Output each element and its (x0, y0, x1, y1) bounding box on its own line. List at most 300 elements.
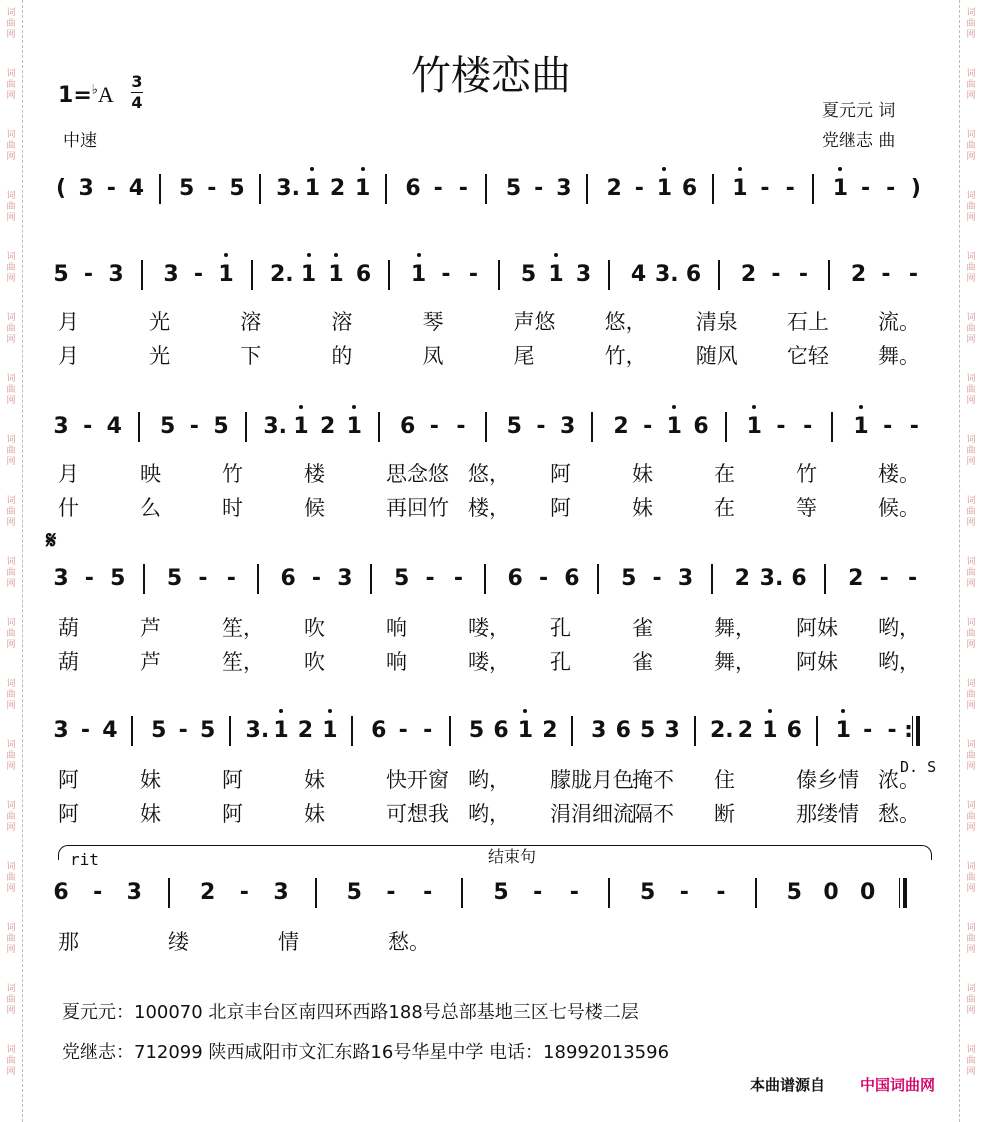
note: 1 (653, 176, 675, 201)
lyric-syllable: 缕 (168, 930, 189, 954)
note: 1 (850, 414, 872, 439)
note: 2 (297, 718, 314, 743)
note: ) (910, 176, 921, 201)
note: 3 (53, 718, 69, 743)
lyric-syllable: 楼 (304, 462, 325, 486)
watermark-text: 词 曲 网 (966, 740, 976, 772)
watermark-text: 词 曲 网 (966, 496, 976, 528)
note: - (458, 176, 468, 201)
note: 1 (352, 176, 374, 201)
barline (831, 412, 833, 442)
lyric-syllable: 阿 (550, 496, 571, 520)
lyric-syllable: 凤 (422, 344, 444, 368)
note: - (83, 414, 93, 439)
lyric-line (50, 926, 930, 952)
lyric-syllable: 候。 (878, 496, 920, 520)
watermark-text: 词 曲 网 (966, 191, 976, 223)
note: 6 (791, 566, 807, 591)
note: 1 (408, 262, 430, 287)
watermark-text: 词 曲 网 (966, 984, 976, 1016)
lyric-syllable: 妹 (304, 768, 325, 792)
lyric-syllable: 葫 (58, 616, 79, 640)
note: 2 (200, 880, 216, 905)
lyric-syllable: 那缕情 (796, 802, 859, 826)
note: - (429, 414, 439, 439)
note: - (468, 262, 479, 287)
note: - (771, 262, 781, 287)
lyric-syllable: 在 (714, 496, 735, 520)
lyric-syllable: 浓。 (878, 768, 920, 792)
note: 2 (329, 176, 346, 201)
note: 1 (290, 414, 312, 439)
lyric-syllable: 溶 (240, 310, 262, 334)
note: 5 (621, 566, 637, 591)
note: 1 (729, 176, 751, 201)
lyric-syllable: 雀 (632, 616, 653, 640)
barline (159, 174, 161, 204)
note: - (453, 566, 463, 591)
note: - (189, 414, 199, 439)
note: 3 (560, 414, 576, 439)
barline (449, 716, 451, 746)
note: 3 (337, 566, 353, 591)
watermark-text: 词 曲 网 (6, 313, 16, 345)
note: - (679, 880, 689, 905)
lyric-syllable: 孔 (550, 616, 571, 640)
note: 6 (507, 566, 523, 591)
note: - (93, 880, 103, 905)
note: - (533, 880, 543, 905)
lyric-syllable: 楼。 (878, 462, 920, 486)
note: 1 (759, 718, 781, 743)
lyric-line (50, 798, 930, 824)
barline (718, 260, 720, 290)
watermark-text: 词 曲 网 (966, 618, 976, 650)
lyric-syllable: 隔不 (632, 802, 674, 826)
lyric-syllable: 那 (58, 930, 79, 954)
note: - (178, 718, 188, 743)
note: 5 (393, 566, 410, 591)
barline (608, 878, 610, 908)
note: - (83, 262, 94, 287)
note: 1 (343, 414, 365, 439)
note: - (198, 566, 208, 591)
note: 2 (737, 718, 754, 743)
lyricist-address: 夏元元：100070 北京丰台区南四环西路188号总部基地三区七号楼二层 (62, 1002, 639, 1023)
lyric-syllable: 妹 (140, 802, 161, 826)
note: 0 (823, 880, 839, 905)
watermark-text: 词 曲 网 (966, 1045, 976, 1077)
watermark-text: 词 曲 网 (966, 862, 976, 894)
note: - (886, 176, 896, 201)
note: 5 (166, 566, 183, 591)
note: 1 (514, 718, 536, 743)
watermark-text: 词 曲 网 (966, 252, 976, 284)
note: - (207, 176, 217, 201)
lyric-syllable: 哟， (878, 650, 920, 674)
watermark-text: 词 曲 网 (6, 862, 16, 894)
barline (597, 564, 599, 594)
ds-marking: D. S (900, 758, 937, 776)
lyric-syllable: 等 (796, 496, 817, 520)
note: 1 (319, 718, 341, 743)
note: 6 (615, 718, 631, 743)
lyric-syllable: 住 (714, 768, 735, 792)
notation-line (50, 262, 940, 302)
barline (712, 174, 714, 204)
lyric-syllable: 么 (140, 496, 161, 520)
note: - (398, 718, 408, 743)
lyric-syllable: 孔 (550, 650, 571, 674)
lyric-syllable: 情 (278, 930, 299, 954)
lyric-syllable: 声悠 (513, 310, 556, 334)
note: - (908, 566, 918, 591)
barline (315, 878, 317, 908)
lyric-syllable: 候 (304, 496, 325, 520)
note: 1 (301, 176, 323, 201)
note: 5 (640, 880, 656, 905)
note: - (776, 414, 786, 439)
note: 4 (128, 176, 145, 201)
note: 3 (591, 718, 607, 743)
ending-label: 结束句 (488, 847, 537, 866)
barline (257, 564, 259, 594)
lyric-line (50, 612, 930, 638)
lyric-syllable: 朦胧月色 (550, 768, 634, 792)
barline (591, 412, 593, 442)
lyric-syllable: 阿 (222, 768, 243, 792)
lyric-syllable: 石上 (786, 310, 829, 334)
ritardando-marking: rit (70, 850, 99, 869)
lyric-syllable: 妹 (632, 462, 653, 486)
note: 3 (126, 880, 142, 905)
lyric-syllable: 悠， (604, 310, 647, 334)
note: - (909, 414, 919, 439)
lyric-syllable: 映 (140, 462, 161, 486)
note: 6 (355, 262, 372, 287)
lyric-syllable: 光 (149, 344, 171, 368)
note: 3 (575, 262, 592, 287)
lyric-syllable: 舞。 (878, 344, 920, 368)
lyric-syllable: 傣乡情 (796, 768, 859, 792)
note: - (536, 414, 546, 439)
note: 1 (215, 262, 237, 287)
watermark-text: 词 曲 网 (6, 1045, 16, 1077)
note: - (193, 262, 204, 287)
note: - (311, 566, 322, 591)
lyric-syllable: 竹， (604, 344, 647, 368)
barline (755, 878, 757, 908)
note: - (534, 176, 544, 201)
barline (388, 260, 390, 290)
lyric-syllable: 在 (714, 462, 735, 486)
lyric-syllable: 悠， (468, 462, 510, 486)
barline (725, 412, 727, 442)
note: 5 (200, 718, 216, 743)
lyric-syllable: 葫 (58, 650, 79, 674)
note: 6 (400, 414, 416, 439)
lyric-syllable: 哟， (878, 616, 920, 640)
note: - (239, 880, 249, 905)
note: 1 (663, 414, 685, 439)
note: 4 (102, 718, 118, 743)
note: 5 (493, 880, 509, 905)
watermark-text: 词 曲 网 (6, 191, 16, 223)
watermark-text: 词 曲 网 (966, 679, 976, 711)
note: 6 (786, 718, 802, 743)
lyric-syllable: 什 (58, 496, 79, 520)
note: 5 (520, 262, 537, 287)
barline (351, 716, 353, 746)
note: 1 (829, 176, 851, 201)
note: 3. (263, 414, 287, 439)
note: 5 (505, 176, 522, 201)
note: 3 (556, 176, 572, 201)
watermark-text: 词 曲 网 (966, 8, 976, 40)
note: 3 (163, 262, 179, 287)
lyric-line (50, 492, 930, 518)
lyric-syllable: 楼， (468, 496, 510, 520)
lyric-syllable: 愁。 (878, 802, 920, 826)
note: - (433, 176, 443, 201)
note: 2 (320, 414, 336, 439)
barline (485, 412, 487, 442)
note: 6 (685, 262, 702, 287)
barline (245, 412, 247, 442)
lyric-syllable: 吹 (304, 650, 325, 674)
note: - (423, 880, 433, 905)
barline (259, 174, 261, 204)
barline (484, 564, 486, 594)
lyric-syllable: 阿 (58, 768, 79, 792)
barline (608, 260, 610, 290)
note: - (785, 176, 795, 201)
note: - (716, 880, 726, 905)
note: 4 (106, 414, 122, 439)
note: 1 (832, 718, 854, 743)
note: 5 (151, 718, 167, 743)
note: 3. (759, 566, 784, 591)
watermark-text: 词 曲 网 (6, 740, 16, 772)
lyric-syllable: 掩不 (632, 768, 674, 792)
lyric-line (50, 646, 930, 672)
note: 5 (229, 176, 245, 201)
lyricist-credit: 夏元元 词 (822, 101, 896, 121)
lyric-line (50, 458, 930, 484)
lyric-line (50, 764, 930, 790)
lyric-syllable: 愁。 (388, 930, 430, 954)
note: 2 (542, 718, 558, 743)
note: 1 (545, 262, 567, 287)
lyric-syllable: 琴 (422, 310, 444, 334)
notation-line (50, 718, 940, 758)
barline (141, 260, 143, 290)
note: 2 (850, 262, 867, 287)
watermark-text: 词 曲 网 (6, 435, 16, 467)
note: 1 (270, 718, 292, 743)
song-title: 竹楼恋曲 (411, 53, 571, 99)
lyric-syllable: 阿 (550, 462, 571, 486)
watermark-text: 词 曲 网 (966, 69, 976, 101)
note: 3 (53, 414, 69, 439)
note: 6 (681, 176, 698, 201)
watermark-text: 词 曲 网 (6, 679, 16, 711)
note: - (908, 262, 919, 287)
note: 2 (606, 176, 622, 201)
lyric-syllable: 下 (240, 344, 262, 368)
note: 3 (108, 262, 124, 287)
note: 3. (655, 262, 679, 287)
segno-sign: 𝄋 (46, 526, 57, 554)
note: 1 (298, 262, 320, 287)
note: - (879, 566, 889, 591)
lyric-line (50, 340, 930, 366)
note: - (798, 262, 809, 287)
barline (812, 174, 814, 204)
watermark-text: 词 曲 网 (6, 374, 16, 406)
watermark-text: 词 曲 网 (6, 618, 16, 650)
note: 6 (371, 718, 387, 743)
lyric-syllable: 清泉 (695, 310, 738, 334)
barline (370, 564, 372, 594)
note: 3. (276, 176, 300, 201)
watermark-text: 词 曲 网 (6, 801, 16, 833)
note: - (425, 566, 435, 591)
note: 6 (53, 880, 69, 905)
note: 5 (179, 176, 195, 201)
lyric-syllable: 月 (58, 462, 79, 486)
source-site-link[interactable]: 中国词曲网 (860, 1076, 936, 1094)
note: 6 (564, 566, 580, 591)
note: 5 (346, 880, 362, 905)
notation-line (50, 566, 940, 606)
barline (694, 716, 696, 746)
final-barline (899, 878, 900, 908)
note: 6 (405, 176, 421, 201)
note: - (423, 718, 433, 743)
lyric-syllable: 响 (386, 650, 407, 674)
lyric-syllable: 舞， (714, 616, 756, 640)
notation-line (50, 176, 940, 216)
note: - (883, 414, 893, 439)
lyric-syllable: 竹 (222, 462, 243, 486)
lyric-syllable: 妹 (304, 802, 325, 826)
note: - (386, 880, 396, 905)
barline (461, 878, 463, 908)
lyric-syllable: 光 (149, 310, 171, 334)
note: - (643, 414, 653, 439)
barline (816, 716, 818, 746)
watermark-text: 词 曲 网 (966, 557, 976, 589)
lyric-syllable: 妹 (632, 496, 653, 520)
barline (131, 716, 133, 746)
watermark-text: 词 曲 网 (6, 252, 16, 284)
watermark-text: 词 曲 网 (966, 435, 976, 467)
barline (138, 412, 140, 442)
notation-line (50, 414, 940, 454)
lyric-syllable: 时 (222, 496, 243, 520)
lyric-syllable: 笙， (222, 650, 264, 674)
note: 1 (743, 414, 765, 439)
lyric-syllable: 溶 (331, 310, 353, 334)
note: 3. (245, 718, 270, 743)
lyric-line (50, 306, 930, 332)
note: 1 (325, 262, 347, 287)
note: - (226, 566, 236, 591)
lyric-syllable: 喽， (468, 650, 510, 674)
note: 5 (786, 880, 802, 905)
note: 3 (53, 566, 69, 591)
note: 3 (664, 718, 680, 743)
watermark-text: 词 曲 网 (966, 313, 976, 345)
lyric-syllable: 再回竹 (386, 496, 449, 520)
tempo-marking: 中速 (63, 131, 97, 151)
barline (828, 260, 830, 290)
note: 2 (734, 566, 750, 591)
notation-line (50, 880, 940, 920)
watermark-text: 词 曲 网 (966, 801, 976, 833)
lyric-syllable: 月 (58, 310, 79, 334)
lyric-syllable: 的 (331, 344, 353, 368)
note: 5 (213, 414, 229, 439)
barline (711, 564, 713, 594)
note: 5 (110, 566, 126, 591)
note: 5 (506, 414, 522, 439)
barline (385, 174, 387, 204)
lyric-syllable: 思念悠 (386, 462, 449, 486)
note: - (80, 718, 90, 743)
note: 5 (53, 262, 69, 287)
watermark-text: 词 曲 网 (966, 374, 976, 406)
lyric-syllable: 芦 (140, 616, 161, 640)
lyric-syllable: 妹 (140, 768, 161, 792)
note: 5 (468, 718, 485, 743)
note: - (106, 176, 116, 201)
note: - (863, 718, 873, 743)
note: 2 (740, 262, 757, 287)
repeat-dots: : (904, 718, 913, 743)
note: 6 (693, 414, 709, 439)
note: - (860, 176, 871, 201)
note: 4 (630, 262, 647, 287)
time-signature: 3 4 (131, 72, 143, 112)
lyric-syllable: 它轻 (786, 344, 829, 368)
note: - (760, 176, 770, 201)
lyric-syllable: 月 (58, 344, 79, 368)
lyric-syllable: 快开窗 (386, 768, 449, 792)
lyric-syllable: 响 (386, 616, 407, 640)
note: 6 (280, 566, 296, 591)
note: 3 (78, 176, 94, 201)
watermark-text: 词 曲 网 (6, 130, 16, 162)
lyric-syllable: 喽， (468, 616, 510, 640)
barline (143, 564, 145, 594)
note: - (84, 566, 94, 591)
barline (251, 260, 253, 290)
note: - (441, 262, 451, 287)
lyric-syllable: 断 (714, 802, 735, 826)
lyric-syllable: 阿妹 (796, 616, 838, 640)
barline (824, 564, 826, 594)
lyric-syllable: 雀 (632, 650, 653, 674)
note: - (634, 176, 644, 201)
barline (498, 260, 500, 290)
watermark-text: 词 曲 网 (6, 496, 16, 528)
lyric-syllable: 阿 (58, 802, 79, 826)
barline (168, 878, 170, 908)
note: - (569, 880, 579, 905)
note: 6 (493, 718, 509, 743)
